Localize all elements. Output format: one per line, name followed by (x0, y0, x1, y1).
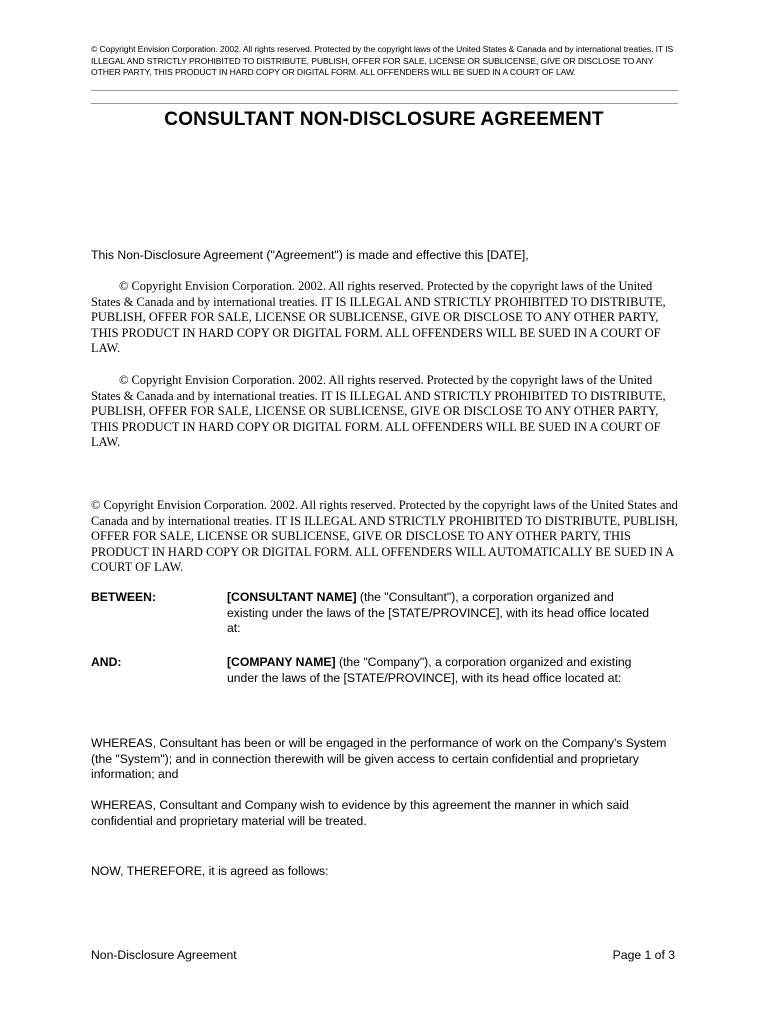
company-name-placeholder: [COMPANY NAME] (227, 655, 336, 669)
document-title: CONSULTANT NON-DISCLOSURE AGREEMENT (164, 109, 604, 130)
intro-paragraph: This Non-Disclosure Agreement ("Agreement") is made and effective this [DATE], (91, 248, 529, 262)
footer-document-name: Non-Disclosure Agreement (91, 948, 237, 962)
copyright-paragraph-3: © Copyright Envision Corporation. 2002. All rights reserved. Protected by the copyright laws of the United States and Canada and by international treaties. IT IS ILLEGAL AND STRICTLY PROHIBITED TO DISTRIBUTE, PUBLISH, OFFER FOR SALE, LICENSE OR SUBLICENSE, GIVE OR DISCLOSE TO ANY OTHER PARTY, THIS PRODUCT IN HARD COPY OR DIGITAL FORM. ALL OFFENDERS WILL AUTOMATICALLY BE SUED IN A COURT OF LAW. (91, 498, 679, 574)
between-label: BETWEEN: (91, 590, 156, 604)
header-copyright-notice: © Copyright Envision Corporation. 2002. All rights reserved. Protected by the copyright laws of the United States & Canada and by international treaties. IT IS ILLEGAL AND STRICTLY PROHIBITED TO DISTRIBUTE, PUBLISH, OFFER FOR SALE, LICENSE OR SUBLICENSE, GIVE OR DISCLOSE TO ANY OTHER PARTY, THIS PRODUCT IN HARD COPY OR DIGITAL FORM. ALL OFFENDERS WILL BE SUED IN A COURT OF LAW. (91, 44, 674, 77)
whereas-paragraph-1: WHEREAS, Consultant has been or will be engaged in the performance of work on the Company's System (the "System"); and in connection therewith will be given access to certain confidential and proprietary information; and (91, 736, 667, 781)
whereas-paragraph-2: WHEREAS, Consultant and Company wish to evidence by this agreement the manner in which said confidential and proprietary material will be treated. (91, 798, 629, 828)
header-divider-bottom (91, 103, 678, 104)
company-party-text (227, 655, 657, 686)
now-therefore-paragraph: NOW, THEREFORE, it is agreed as follows: (91, 864, 329, 878)
company-description: (the "Company"), a corporation organized and existing under the laws of the [STATE/PROVINCE], with its head office located at: (227, 655, 632, 685)
consultant-party-text (227, 590, 657, 637)
footer-page-number: Page 1 of 3 (612, 948, 675, 962)
header-divider-top (91, 90, 678, 91)
consultant-name-placeholder: [CONSULTANT NAME] (227, 590, 357, 604)
copyright-paragraph-2: © Copyright Envision Corporation. 2002. All rights reserved. Protected by the copyright laws of the United States & Canada and by international treaties. IT IS ILLEGAL AND STRICTLY PROHIBITED TO DISTRIBUTE, PUBLISH, OFFER FOR SALE, LICENSE OR SUBLICENSE, GIVE OR DISCLOSE TO ANY OTHER PARTY, THIS PRODUCT IN HARD COPY OR DIGITAL FORM. ALL OFFENDERS WILL BE SUED IN A COURT OF LAW. (91, 373, 666, 449)
copyright-paragraph-1: © Copyright Envision Corporation. 2002. All rights reserved. Protected by the copyright laws of the United States & Canada and by international treaties. IT IS ILLEGAL AND STRICTLY PROHIBITED TO DISTRIBUTE, PUBLISH, OFFER FOR SALE, LICENSE OR SUBLICENSE, GIVE OR DISCLOSE TO ANY OTHER PARTY, THIS PRODUCT IN HARD COPY OR DIGITAL FORM. ALL OFFENDERS WILL BE SUED IN A COURT OF LAW. (91, 279, 666, 355)
consultant-description: (the "Consultant"), a corporation organized and existing under the laws of the [STATE/PROVINCE], with its head office located at: (227, 590, 650, 635)
and-label: AND: (91, 655, 122, 669)
